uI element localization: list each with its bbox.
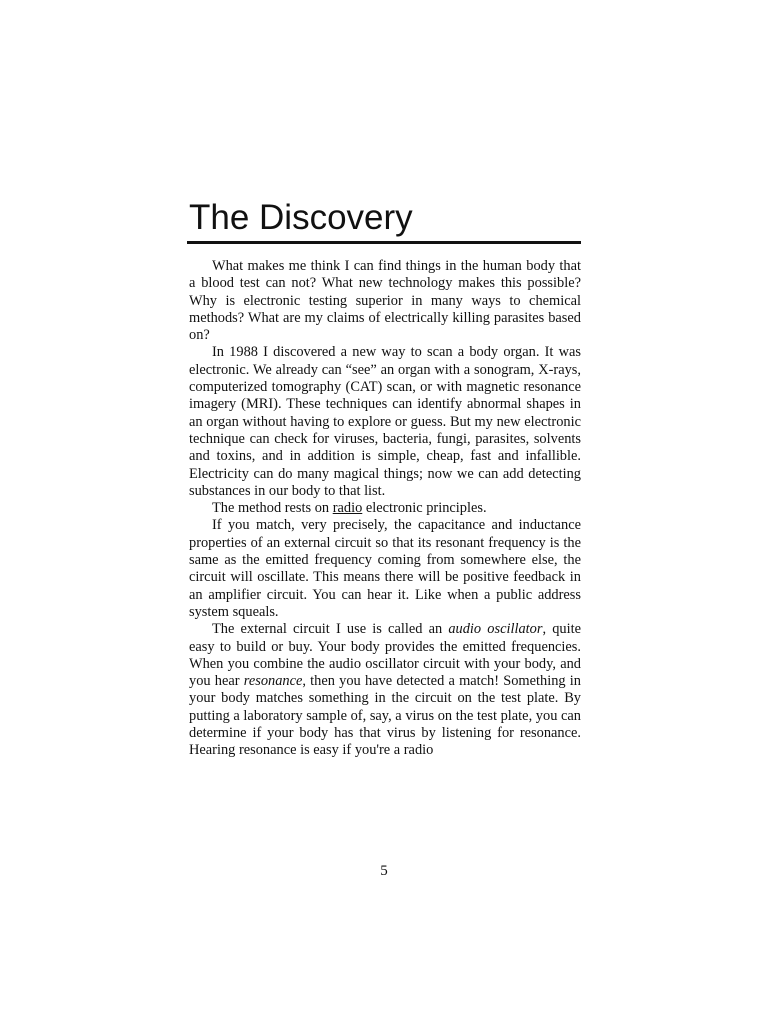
body-text [189, 258, 581, 760]
paragraph-2: In 1988 I discovered a new way to scan a body organ. It was electronic. We already can “see” an organ with a sonogram, X-rays, computerized tomography (CAT) scan, or with magnetic resonance imagery (MRI). These techniques can identify abnormal shapes in an organ without having to explore or guess. But my new electronic technique can check for viruses, bacteria, fungi, parasites, solvents and toxins, and in addition is simple, cheap, fast and infallible. Electricity can do many magical things; now we can add detecting substances in our body to that list. [189, 344, 581, 499]
paragraph-5 [189, 621, 581, 759]
underlined-word-radio: radio [332, 500, 363, 517]
paragraph-3-text-before: The method rests on [212, 500, 333, 517]
paragraph-1: What makes me think I can find things in the human body that a blood test can not? What new technology makes this possible? Why is electronic testing superior in many ways to chemical methods? What are my claims of electrically killing parasites based on? [189, 258, 581, 344]
paragraph-5-text-3: , then you have detected a match! Something in your body matches something in the circuit on the test plate. By putting a laboratory sample of, say, a virus on the test plate, you can determine if your body has that virus by listening for resonance. Hearing resonance is easy if you're a radio [189, 673, 581, 759]
title-underline-rule [187, 241, 581, 244]
italic-term-resonance: resonance [243, 673, 303, 690]
paragraph-5-text-2: , quite easy to build or buy. Your body provides the emitted frequencies. When you combine the audio oscillator circuit with your body, and you hear [189, 621, 581, 690]
paragraph-3-text-after: electronic principles. [362, 500, 487, 517]
chapter-title: The Discovery [189, 198, 413, 237]
page-number: 5 [380, 863, 388, 879]
paragraph-5-text-1: The external circuit I use is called an [212, 621, 449, 638]
paragraph-3 [189, 500, 581, 517]
italic-term-audio-oscillator: audio oscillator [448, 621, 543, 638]
paragraph-4: If you match, very precisely, the capacitance and inductance properties of an external circuit so that its resonant frequency is the same as the emitted frequency coming from somewhere else, the circuit will oscillate. This means there will be positive feedback in an amplifier circuit. You can hear it. Like when a public address system squeals. [189, 517, 581, 620]
